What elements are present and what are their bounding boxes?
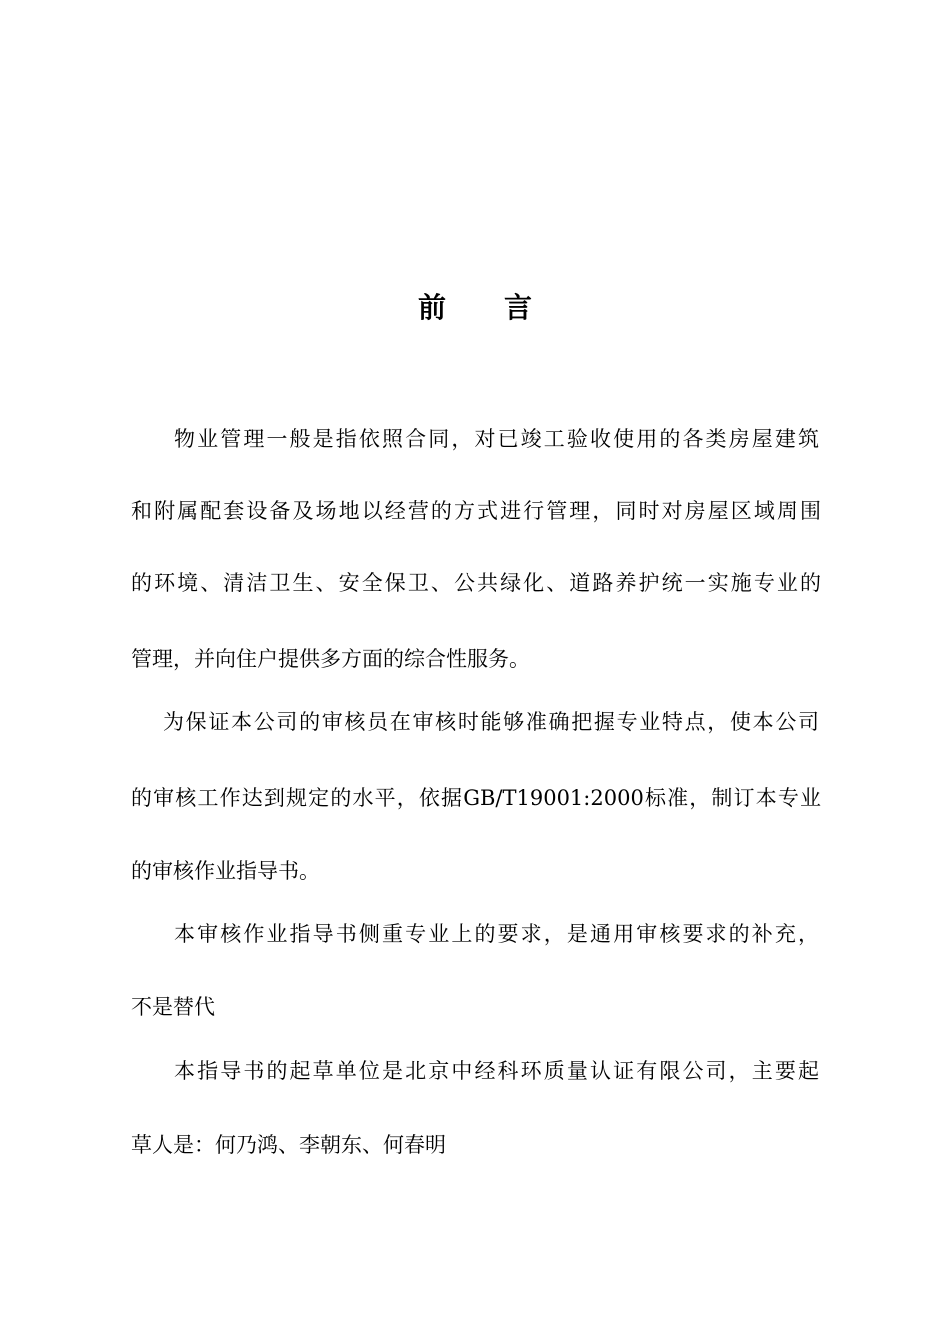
- title-char-2: 言: [504, 291, 533, 324]
- paragraph-2-line-3: 的审核作业指导书。: [131, 859, 320, 883]
- paragraph-1-line-2: 和附属配套设备及场地以经营的方式进行管理，同时对房屋区域周围: [131, 499, 821, 523]
- title-char-1: 前: [417, 291, 446, 324]
- paragraph-2-line-2: 的审核工作达到规定的水平，依据GB/T19001:2000标准，制订本专业: [131, 786, 821, 810]
- paragraph-2-line-1: 为保证本公司的审核员在审核时能够准确把握专业特点，使本公司: [163, 710, 819, 734]
- paragraph-4-line-1: 本指导书的起草单位是北京中经科环质量认证有限公司，主要起: [174, 1059, 819, 1083]
- paragraph-3-line-1: 本审核作业指导书侧重专业上的要求，是通用审核要求的补充，: [174, 922, 819, 946]
- paragraph-1-line-4: 管理，并向住户提供多方面的综合性服务。: [131, 647, 530, 671]
- paragraph-1-line-1: 物业管理一般是指依照合同，对已竣工验收使用的各类房屋建筑: [174, 427, 819, 451]
- paragraph-1-line-3: 的环境、清洁卫生、安全保卫、公共绿化、道路养护统一实施专业的: [131, 571, 821, 595]
- paragraph-3-line-2: 不是替代: [131, 995, 215, 1019]
- page-title: [0, 288, 950, 328]
- paragraph-4-line-2: 草人是：何乃鸿、李朝东、何春明: [131, 1133, 446, 1157]
